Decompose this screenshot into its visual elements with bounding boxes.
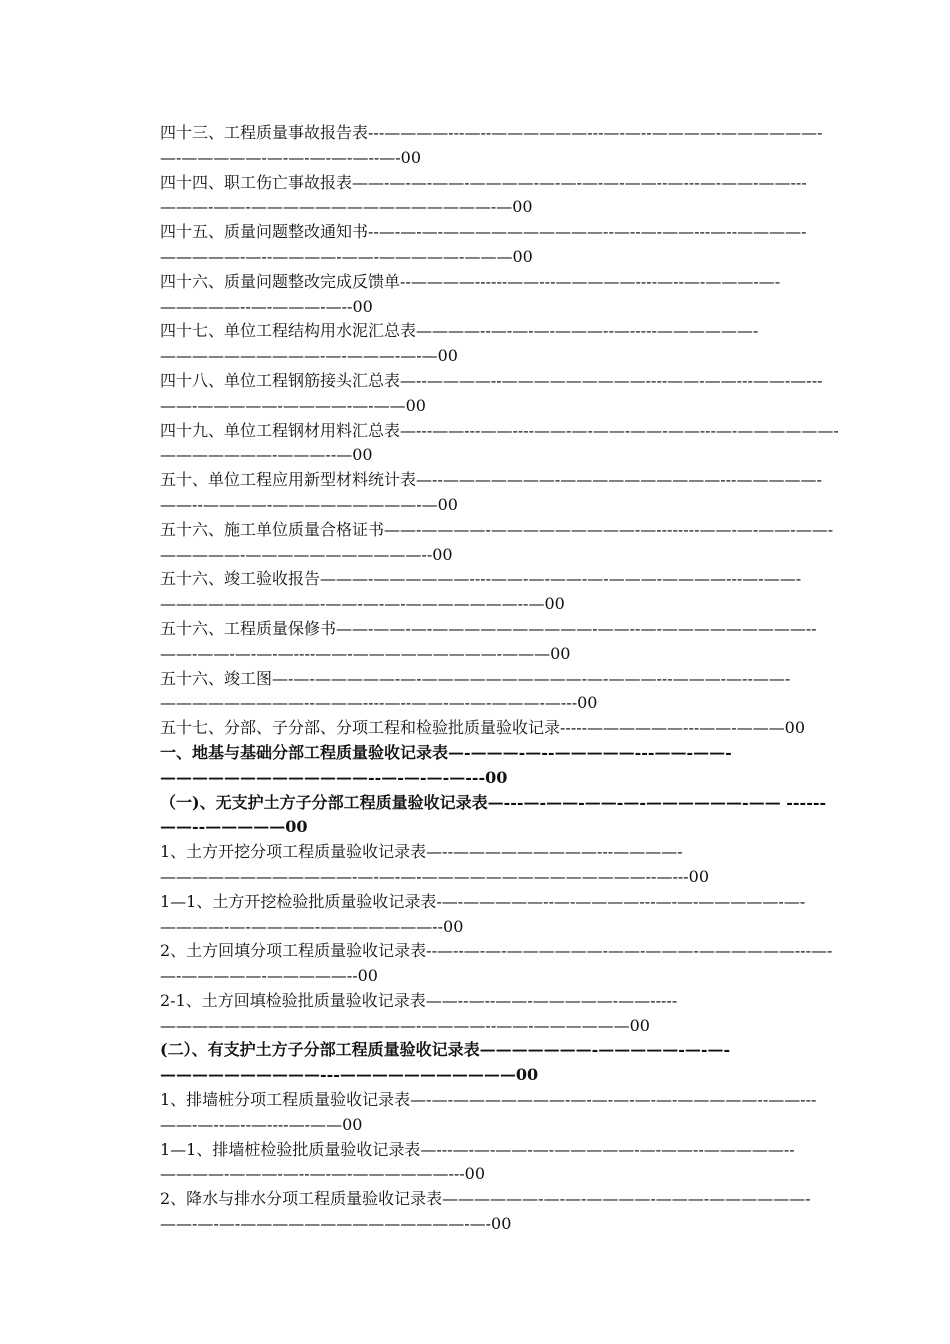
toc-entry: 2-1、土方回填检验批质量验收记录表——--—--——-—————-——-----————————————————-————--——-——————00 [160,990,678,1035]
toc-entry: 四十三、工程质量事故报告表---————---—--——————---—-—--————-——————-—-—————-—-—-—-—-—--—-00 [160,123,823,167]
toc-entry: 1、土方开挖分项工程质量验收记录表—--—————————---————-————————————-—-—-—-——————————————--—---00 [160,842,710,886]
toc-entry: 四十六、质量问题整改完成反馈单--————------——---—————----—--—-———-—-—————--—-———-—--00 [160,271,781,316]
toc-page [160,121,840,1237]
toc-entry: 五十六、工程质量保修书——-——-—-——————————-——--—-—————————--——-——-—-—-—----——-—————————-———00 [160,618,817,663]
toc-entry: 2、降水与排水分项工程质量验收记录表——————-—-—-————-———-——————-——-—-—-——————————————-—-00 [160,1189,811,1234]
toc-entry: 1、排墙桩分项工程质量验收记录表—-—-———————-—-—-—-—-—-—————--——---——-—--—--—----—-——00 [160,1090,817,1134]
toc-section-heading: （一)、无支护土方子分部工程质量验收记录表—---—-——-——-—-——————-—— ------——--—————00 [160,792,827,837]
toc-entry: 五十六、竣工图—-—-—————-—-——————————-—-———---———-—--——-—————————--———----—--——-—-—-———-—---00 [160,668,791,713]
toc-entry: 四十八、单位工程钢筋接头汇总表—--————--—————————----——-——---——-—---——-—————-————-—-——00 [160,370,823,415]
toc-entry: 四十五、质量问题整改通知书--—-—-—-——————————--—--—-——---—--————-—————-—--————-——-—————-———00 [160,222,807,266]
toc-entry: 2、土方回填分项工程质量验收记录表--—--—-—-——————-——-———-——————---—-—-—————-—————--00 [160,941,833,986]
toc-entry: 1—1、排墙桩检验批质量验收记录表—---—-—-——-—-—————-—-——--—————--————-———-—--—-—-——————---00 [160,1139,795,1184]
toc-entry: 五十七、分部、子分部、分项工程和检验批质量验收记录-----——————---——-———00 [160,718,806,738]
toc-entry: 四十四、职工伤亡事故报表——-—-—-——-————-—-—-—-—-——--—---—-——-——---———-——-———————————————-—00 [160,172,807,217]
toc-section-heading: 一、地基与基础分部工程质量验收记录表—-———-—--—————---——-——-—————————————--—-—-—-—---00 [160,742,732,787]
toc-entry: 1—1、土方开挖检验批质量验收记录表-—-—————--—-————---—-—-—————-—-————-—-————-———————--00 [160,891,806,936]
toc-entry: 四十九、单位工程钢材用料汇总表—---——---——----——-—-——-——-——---—-——————-———————-———--—00 [160,420,839,465]
toc-entry: 五十六、施工单位质量合格证书——-————-—————————-—--------——-—-——-——-—————-———————————--00 [160,519,834,564]
toc-entry: 四十七、单位工程结构用水泥汇总表————--—-—-—-———--—-----——————-——————————-—-———-—-—00 [160,321,759,366]
toc-entry: 五十、单位工程应用新型材料统计表—--———————-——————————---—————-——--————-—————————-—00 [160,470,822,514]
toc-entry: 五十六、竣工验收报告———-——————----——-—-——-—-———-————---—-——-——————————-——-—-—-———————--—00 [160,569,802,614]
toc-section-heading: (二）、有支护土方子分部工程质量验收记录表———————-—————-—-—-——————————---———————————00 [160,1040,731,1085]
